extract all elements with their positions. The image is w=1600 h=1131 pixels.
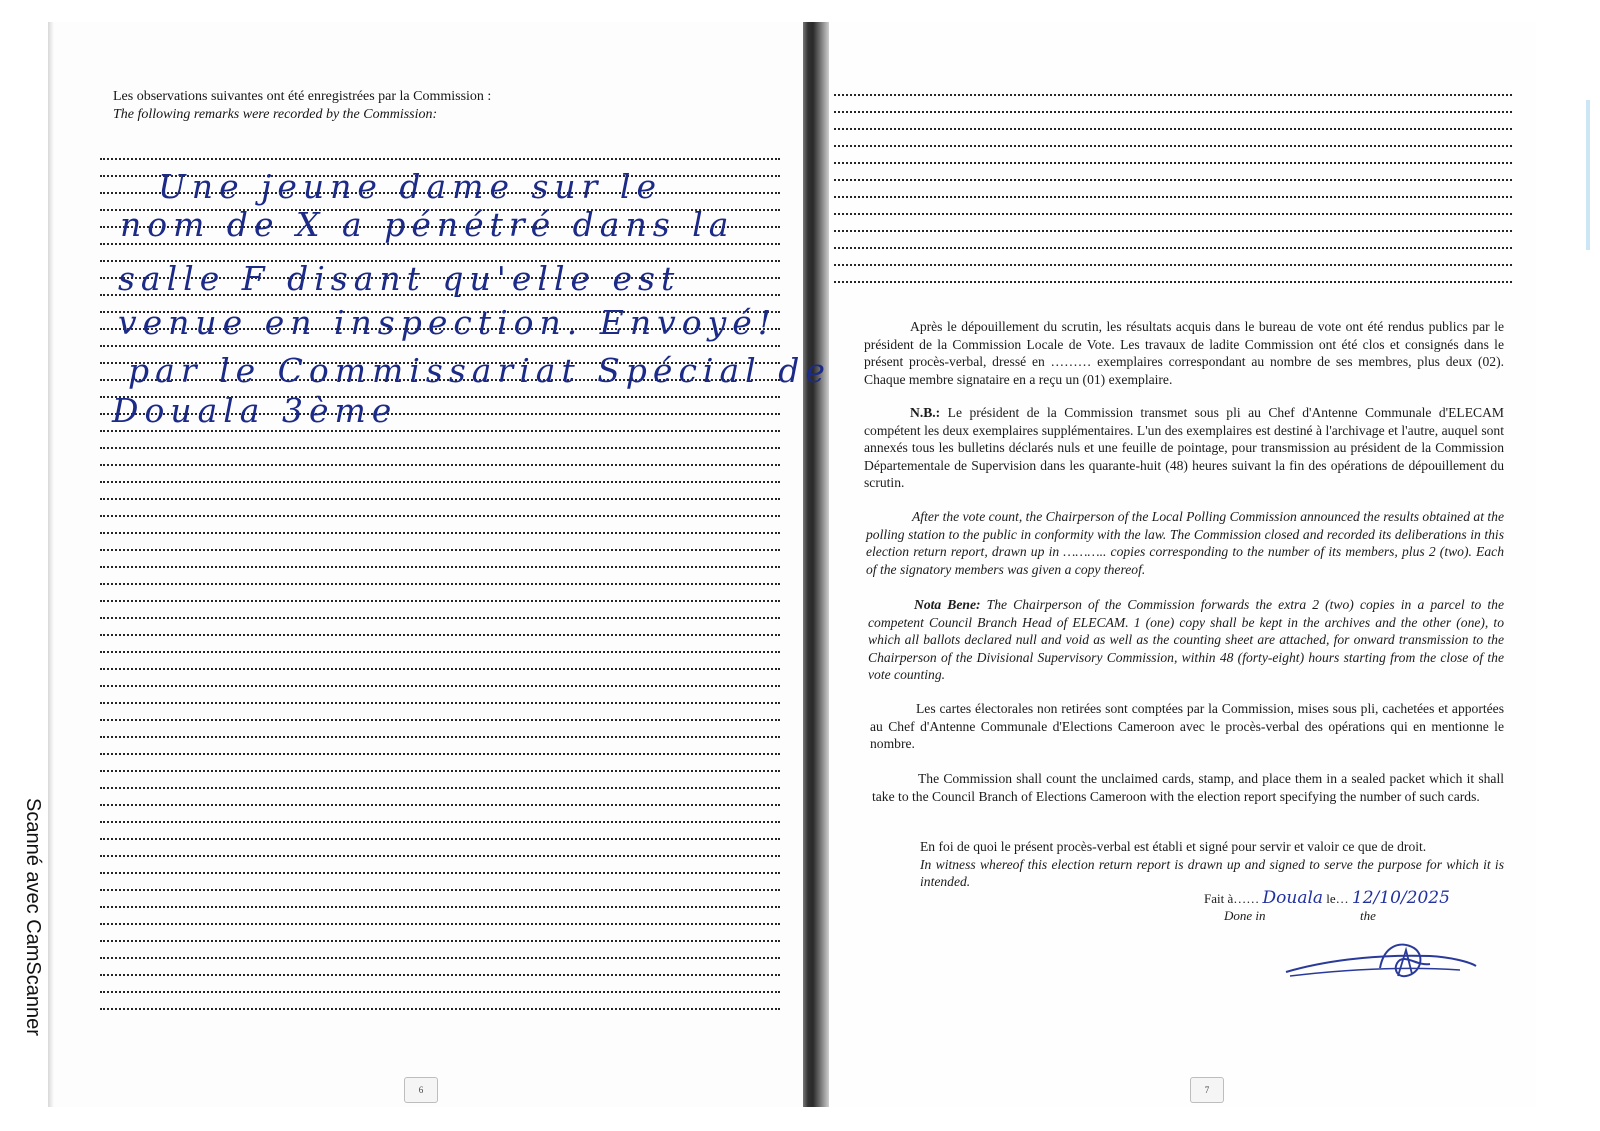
signature bbox=[1280, 936, 1480, 990]
dotted-rule bbox=[100, 158, 780, 160]
paragraph-results-en bbox=[866, 508, 1504, 578]
witness-en: In witness whereof this election return report is drawn up and signed to serve the purpose for which it is intended. bbox=[920, 856, 1504, 890]
nb-label: N.B.: bbox=[910, 405, 941, 420]
dotted-rule bbox=[100, 685, 780, 687]
fait-label: Fait à bbox=[1204, 891, 1234, 906]
paragraph-cards-en bbox=[872, 770, 1504, 805]
dotted-rule bbox=[834, 94, 1512, 96]
dotted-rule bbox=[100, 498, 780, 500]
paragraph-nota-en bbox=[868, 596, 1504, 684]
remarks-heading bbox=[113, 88, 491, 124]
dotted-rule bbox=[100, 447, 780, 449]
dotted-rule bbox=[100, 872, 780, 874]
dotted-rule bbox=[100, 719, 780, 721]
remarks-heading-en: The following remarks were recorded by the Commission: bbox=[113, 107, 438, 122]
dotted-rule bbox=[100, 668, 780, 670]
handwritten-line: salle F disant qu'elle est bbox=[118, 259, 681, 298]
nota-text: The Chairperson of the Commission forwards the extra 2 (two) copies in a parcel to the competent Council Branch Head of ELECAM. 1 (one) copy shall be kept in the archives and the other (one), to which all ballots declared null and void as well as the counting sheet are attached, for onward transmission to the Chairperson of the Divisional Supervisory Commission, within 48 (forty-eight) hours starting from the close of the vote counting. bbox=[868, 597, 1505, 683]
dotted-rule bbox=[100, 617, 780, 619]
dotted-rule bbox=[834, 196, 1512, 198]
paragraph-text: Après le dépouillement du scrutin, les résultats acquis dans le bureau de vote ont été rendus publics par le président de la Commission Locale de Vote. Les travaux de ladite Commission ont été clos et consignés dans le présent procès-verbal, dressé en ……… exemplaires correspondant au nombre de ses membres, plus deux (02). Chaque membre signataire en a reçu un (01) exemplaire. bbox=[864, 319, 1504, 387]
dotted-rule bbox=[100, 974, 780, 976]
dotted-rule bbox=[100, 770, 780, 772]
dotted-rule bbox=[100, 464, 780, 466]
nota-label: Nota Bene: bbox=[914, 597, 981, 612]
dotted-rule bbox=[100, 532, 780, 534]
paragraph-text: The Commission shall count the unclaimed cards, stamp, and place them in a sealed packet which it shall take to the Council Branch of Elections Cameroon with the election report specifying the number of such cards. bbox=[872, 771, 1504, 804]
paragraph-cards-fr bbox=[870, 700, 1504, 753]
dotted-rule bbox=[834, 128, 1512, 130]
done-in-label: Done in bbox=[1224, 908, 1266, 923]
dotted-rule bbox=[834, 145, 1512, 147]
dotted-rule bbox=[100, 1008, 780, 1010]
handwritten-line: par le Commissariat Spécial de bbox=[128, 351, 831, 390]
dotted-rule bbox=[100, 583, 780, 585]
dotted-rule bbox=[834, 281, 1512, 283]
handwritten-line: Une jeune dame sur le bbox=[158, 167, 663, 206]
handwritten-place: Douala bbox=[1262, 888, 1324, 908]
handwritten-line: Douala 3ème bbox=[112, 391, 398, 430]
dotted-rule bbox=[100, 957, 780, 959]
scan-edge bbox=[1586, 100, 1590, 250]
dotted-rule bbox=[100, 906, 780, 908]
dotted-rule bbox=[100, 515, 780, 517]
dotted-rule bbox=[100, 600, 780, 602]
dotted-rule bbox=[100, 923, 780, 925]
handwritten-line: venue en inspection. Envoyé! bbox=[118, 303, 778, 342]
handwritten-date: 12/10/2025 bbox=[1351, 888, 1450, 908]
dotted-rule bbox=[834, 247, 1512, 249]
dotted-rule bbox=[100, 787, 780, 789]
witness-fr: En foi de quoi le présent procès-verbal est établi et signé pour servir et valoir ce que de droit. bbox=[920, 839, 1427, 854]
dotted-rule bbox=[100, 991, 780, 993]
dotted-rule bbox=[834, 213, 1512, 215]
camscanner-watermark: Scanné avec CamScanner bbox=[22, 798, 44, 1036]
dotted-rule bbox=[100, 481, 780, 483]
dotted-rule bbox=[100, 821, 780, 823]
dotted-rule bbox=[100, 736, 780, 738]
dotted-rule bbox=[834, 162, 1512, 164]
dotted-rule bbox=[100, 838, 780, 840]
dotted-rule bbox=[100, 345, 780, 347]
le-label: le bbox=[1326, 891, 1336, 906]
book-spine bbox=[803, 22, 829, 1107]
page-shadow bbox=[48, 22, 54, 1107]
paragraph-text: After the vote count, the Chairperson of the Local Polling Commission announced the results obtained at the polling station to the public in conformity with the law. The Commission closed and recorded its deliberations in this election return report, drawn up in ……….. copies corresponding to the number of its members, plus 2 (two). Each of the signatory members was given a copy thereof. bbox=[866, 509, 1504, 577]
the-label: the bbox=[1360, 908, 1376, 923]
paragraph-text: Les cartes électorales non retirées sont comptées par la Commission, mises sous pli, cachetées et apportées au Chef d'Antenne Communale d'Elections Cameroon avec le procès-verbal des opérations qui en mentionne le nombre. bbox=[870, 701, 1504, 752]
remarks-heading-fr: Les observations suivantes ont été enregistrées par la Commission : bbox=[113, 89, 492, 104]
dotted-rule bbox=[100, 549, 780, 551]
dotted-rule bbox=[100, 753, 780, 755]
dotted-rule bbox=[834, 179, 1512, 181]
paragraph-results-fr bbox=[864, 318, 1504, 388]
dotted-rule bbox=[834, 111, 1512, 113]
dotted-rule bbox=[100, 430, 780, 432]
dotted-rule bbox=[834, 230, 1512, 232]
dotted-rule bbox=[100, 804, 780, 806]
dotted-rule bbox=[100, 889, 780, 891]
dotted-rule bbox=[100, 940, 780, 942]
dotted-rule bbox=[100, 651, 780, 653]
dotted-rule bbox=[834, 264, 1512, 266]
page-number-right: 7 bbox=[1190, 1077, 1224, 1103]
nb-text: Le président de la Commission transmet sous pli au Chef d'Antenne Communale d'ELECAM compétent les deux exemplaires supplémentaires. L'un des exemplaires est destiné à l'archivage et l'autre, auquel sont annexés tous les bulletins déclarés nuls et une feuille de pointage, pour transmission au président de la Commission Départementale de Supervision dans les quarante-huit (48) heures suivant la fin des opérations de dépouillement du scrutin. bbox=[864, 405, 1504, 491]
dotted-rule bbox=[100, 855, 780, 857]
dotted-rule bbox=[100, 634, 780, 636]
done-in-block: Fait à…… Douala le… 12/10/2025 Done in the bbox=[1204, 888, 1450, 923]
dotted-rule bbox=[100, 566, 780, 568]
handwritten-line: nom de X a pénétré dans la bbox=[120, 205, 735, 244]
paragraph-nb-fr bbox=[864, 404, 1504, 492]
dotted-rule bbox=[100, 702, 780, 704]
page-number-left: 6 bbox=[404, 1077, 438, 1103]
